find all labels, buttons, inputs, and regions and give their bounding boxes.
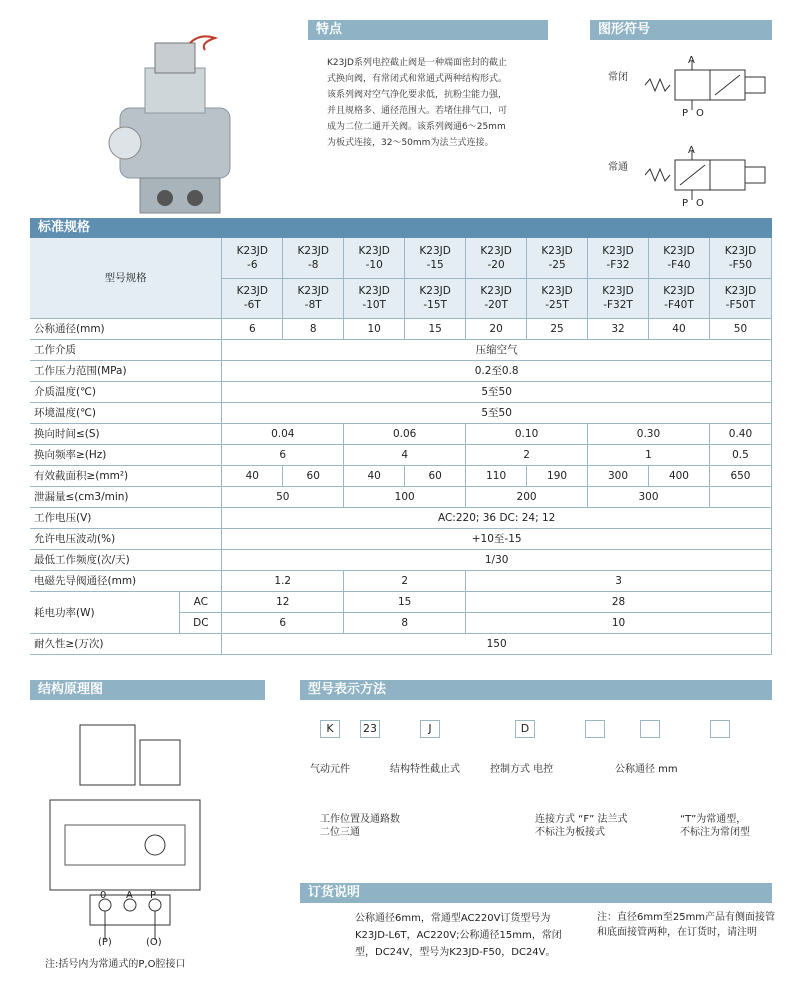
structure-title: 结构原理图 (38, 682, 104, 697)
cell: 28 (466, 591, 772, 612)
model-cell: K23JD -10T (344, 278, 405, 318)
model-cell: K23JD -15T (405, 278, 466, 318)
features-line: 该系列阀对空气净化要求低，抗粉尘能力强， (327, 90, 508, 100)
code-t (710, 720, 730, 738)
cell: 40 (344, 465, 405, 486)
no-label: 常通 (608, 162, 628, 173)
cell: 3 (466, 570, 772, 591)
cell: 5至50 (222, 381, 772, 402)
nc-symbol (640, 55, 790, 115)
cell: 8 (283, 318, 344, 339)
symbol-header (590, 20, 772, 40)
nc-port-a: A (688, 55, 695, 66)
cell: 压缩空气 (222, 339, 772, 360)
k-desc: 气动元件 (310, 764, 350, 775)
port-a: A (126, 890, 133, 901)
no-port-p: P (682, 198, 689, 209)
code-23: 23 (360, 720, 380, 738)
model-cell: K23JD -F32 (588, 238, 649, 278)
features-line: 式换向阀，有常闭式和常通式两种结构形式。 (327, 74, 508, 84)
spec-title: 标准规格 (38, 220, 91, 235)
code-d: D (515, 720, 535, 738)
row-label: 电磁先导阀通径(mm) (30, 570, 222, 591)
model-header (300, 680, 772, 700)
cell: 8 (344, 612, 466, 633)
no-symbol (640, 145, 790, 205)
cell: 40 (222, 465, 283, 486)
cell: 4 (344, 444, 466, 465)
features-line: K23JD系列电控截止阀是一种端面密封的截止 (327, 58, 507, 68)
cell: 20 (466, 318, 527, 339)
row-label: 允许电压波动(%) (30, 528, 222, 549)
cell: 60 (405, 465, 466, 486)
row-sublabel: AC (180, 591, 222, 612)
row-label: 耐久性≥(万次) (30, 633, 222, 654)
cell: 150 (222, 633, 772, 654)
cell: 25 (527, 318, 588, 339)
ordering-header (300, 883, 772, 903)
cell: 300 (709, 486, 771, 507)
code-f (585, 720, 605, 738)
model-cell: K23JD -15 (405, 238, 466, 278)
cell: 6 (222, 612, 344, 633)
features-line: 成为二位二通开关阀。该系列阀通6～25mm (327, 122, 506, 132)
model-cell: K23JD -25 (527, 238, 588, 278)
cell: 60 (283, 465, 344, 486)
row-label: 耗电功率(W) (30, 591, 180, 633)
cell: 50 (222, 486, 344, 507)
model-cell: K23JD -20T (466, 278, 527, 318)
cell: 15 (405, 318, 466, 339)
model-cell: K23JD -10 (344, 238, 405, 278)
model-cell: K23JD -20 (466, 238, 527, 278)
row-label: 最低工作频度(次/天) (30, 549, 222, 570)
cell: 10 (344, 318, 405, 339)
j-desc: 结构特性截止式 (390, 764, 460, 775)
cell: 200 (466, 486, 588, 507)
no-port-o: O (696, 198, 704, 209)
no-port-a: A (688, 145, 695, 156)
cell: 0.30 (588, 423, 710, 444)
structure-diagram (40, 705, 230, 955)
spec-header (30, 218, 772, 238)
nc-label: 常闭 (608, 72, 628, 83)
model-cell: K23JD -F32T (588, 278, 649, 318)
model-cell: K23JD -25T (527, 278, 588, 318)
cell: AC:220; 36 DC: 24; 12 (222, 507, 772, 528)
code-j: J (420, 720, 440, 738)
row-label: 泄漏量≤(cm3/min) (30, 486, 222, 507)
model-cell: K23JD -F40T (648, 278, 709, 318)
cell: 50 (709, 318, 771, 339)
cell: 2 (466, 444, 588, 465)
model-cell: K23JD -F50T (709, 278, 771, 318)
cell: 6 (222, 318, 283, 339)
model-cell: K23JD -F50 (709, 238, 771, 278)
row-sublabel: DC (180, 612, 222, 633)
cell: 5至50 (222, 402, 772, 423)
row-label: 换向时间≤(S) (30, 423, 222, 444)
below-o: (O) (146, 937, 162, 948)
cell: 0.5 (709, 444, 771, 465)
row-label: 工作介质 (30, 339, 222, 360)
cell: 0.10 (466, 423, 588, 444)
code-k: K (320, 720, 340, 738)
model-cell: K23JD -6T (222, 278, 283, 318)
cell: 300 (588, 486, 710, 507)
cell: 1/30 (222, 549, 772, 570)
row-label: 公称通径(mm) (30, 318, 222, 339)
cell: 300 (588, 465, 649, 486)
cell: 12 (222, 591, 344, 612)
cell: 190 (527, 465, 588, 486)
row-label: 介质温度(℃) (30, 381, 222, 402)
code-bore (640, 720, 660, 738)
row-label: 环境温度(℃) (30, 402, 222, 423)
row-label: 有效截面积≥(mm²) (30, 465, 222, 486)
features-line: 并且规格多、通径范围大。若堵住排气口，可 (327, 106, 508, 116)
nc-port-o: O (696, 108, 704, 119)
cell: 110 (466, 465, 527, 486)
model-cell: K23JD -6 (222, 238, 283, 278)
row-label: 工作电压(V) (30, 507, 222, 528)
model-diagram (300, 715, 780, 845)
nc-port-p: P (682, 108, 689, 119)
cell: 15 (344, 591, 466, 612)
model-cell: K23JD -8T (283, 278, 344, 318)
d-desc: 控制方式 电控 (490, 764, 554, 775)
spec-table (30, 238, 772, 655)
cell: +10至-15 (222, 528, 772, 549)
model-cell: K23JD -8 (283, 238, 344, 278)
cell: 1.2 (222, 570, 344, 591)
cell: 40 (648, 318, 709, 339)
cell: 6 (222, 444, 344, 465)
cell: 0.04 (222, 423, 344, 444)
type-label: 型号规格 (30, 238, 222, 318)
features-header (308, 20, 548, 40)
cell: 1 (588, 444, 710, 465)
f-desc: 连接方式 “F” 法兰式 不标注为板接式 (535, 814, 628, 838)
structure-note: 注:括号内为常通式的P,O腔接口 (45, 959, 186, 970)
port-0: 0 (100, 890, 107, 901)
cell: 400 (648, 465, 709, 486)
symbol-title: 图形符号 (598, 22, 651, 37)
port-p: P (150, 890, 157, 901)
ordering-text: 公称通径6mm，常通型AC220V订货型号为K23JD-L6T，AC220V;公称通径15mm，常闭型，DC24V，型号为K23JD-F50，DC24V。 (355, 913, 562, 958)
model-title: 型号表示方法 (308, 682, 387, 697)
features-line: 为板式连接，32～50mm为法兰式连接。 (327, 138, 494, 148)
cell: 0.2至0.8 (222, 360, 772, 381)
ordering-title: 订货说明 (308, 885, 361, 900)
n23-desc: 工作位置及通路数 二位三通 (320, 814, 400, 838)
cell: 0.40 (709, 423, 771, 444)
below-p: (P) (98, 937, 112, 948)
ordering-note: 注：直径6mm至25mm产品有侧面接管和底面接管两种，在订货时，请注明 (597, 912, 776, 938)
row-label: 换向频率≥(Hz) (30, 444, 222, 465)
features-title: 特点 (316, 22, 343, 37)
features-text (327, 55, 557, 151)
model-cell: K23JD -F40 (648, 238, 709, 278)
t-desc: “T”为常通型， 不标注为常闭型 (680, 814, 750, 838)
cell: 100 (344, 486, 466, 507)
cell: 0.06 (344, 423, 466, 444)
structure-header (30, 680, 265, 700)
cell: 32 (588, 318, 649, 339)
cell: 650 (709, 465, 771, 486)
valve-photo (100, 28, 250, 218)
row-label: 工作压力范围(MPa) (30, 360, 222, 381)
cell: 2 (344, 570, 466, 591)
bore-desc: 公称通径 mm (615, 764, 678, 775)
cell: 10 (466, 612, 772, 633)
